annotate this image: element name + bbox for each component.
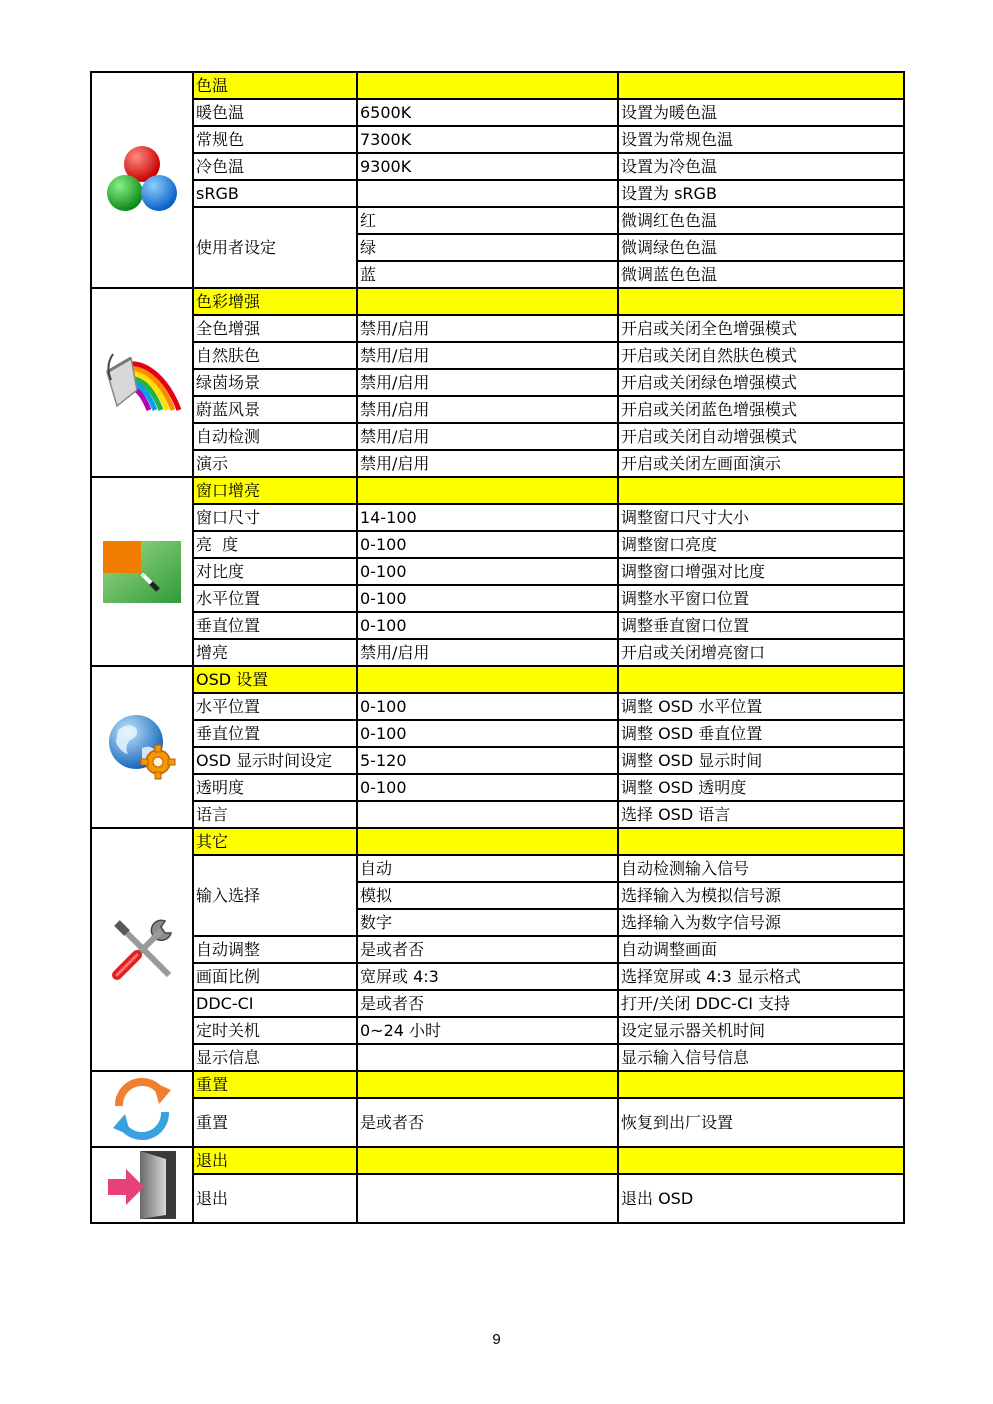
- setting-range: 7300K: [357, 126, 618, 153]
- setting-range: 禁用/启用: [357, 396, 618, 423]
- setting-name: OSD 显示时间设定: [193, 747, 357, 774]
- osd-menu-table: [90, 71, 905, 1224]
- setting-description: 退出 OSD: [618, 1174, 904, 1223]
- setting-range: 0-100: [357, 558, 618, 585]
- setting-name: 增亮: [193, 639, 357, 666]
- setting-range: 模拟: [357, 882, 618, 909]
- setting-description: 选择输入为模拟信号源: [618, 882, 904, 909]
- extra-icon-cell: [91, 828, 193, 1071]
- setting-name: 水平位置: [193, 585, 357, 612]
- section-header-extra: [91, 828, 904, 855]
- section-title: 窗口增亮: [193, 477, 357, 504]
- setting-description: 自动调整画面: [618, 936, 904, 963]
- table-row: [91, 801, 904, 828]
- reset-arrows-icon: [109, 1076, 175, 1142]
- setting-name: sRGB: [193, 180, 357, 207]
- setting-name: 语言: [193, 801, 357, 828]
- setting-range: 是或者否: [357, 990, 618, 1017]
- setting-description: 设置为常规色温: [618, 126, 904, 153]
- table-row: [91, 99, 904, 126]
- table-row: [91, 315, 904, 342]
- table-row: [91, 612, 904, 639]
- setting-description: 调整窗口尺寸大小: [618, 504, 904, 531]
- setting-range: 禁用/启用: [357, 315, 618, 342]
- setting-name: 窗口尺寸: [193, 504, 357, 531]
- section-header-reset: [91, 1071, 904, 1098]
- section-header-color-boost: [91, 288, 904, 315]
- setting-range: 6500K: [357, 99, 618, 126]
- setting-range: 14-100: [357, 504, 618, 531]
- setting-name: 亮 度: [193, 531, 357, 558]
- setting-range: 0-100: [357, 693, 618, 720]
- setting-name: DDC-CI: [193, 990, 357, 1017]
- setting-description: 显示输入信号信息: [618, 1044, 904, 1071]
- setting-range: 禁用/启用: [357, 450, 618, 477]
- table-row: [91, 639, 904, 666]
- setting-range: [357, 180, 618, 207]
- section-title: 色温: [193, 72, 357, 99]
- reset-icon-cell: [91, 1071, 193, 1147]
- setting-name: 垂直位置: [193, 720, 357, 747]
- color-boost-icon-cell: [91, 288, 193, 477]
- section-title: OSD 设置: [193, 666, 357, 693]
- table-row: [91, 153, 904, 180]
- setting-range: 绿: [357, 234, 618, 261]
- setting-name: 演示: [193, 450, 357, 477]
- setting-description: 恢复到出厂设置: [618, 1098, 904, 1147]
- setting-name: 垂直位置: [193, 612, 357, 639]
- setting-range: 是或者否: [357, 936, 618, 963]
- setting-description: 设定显示器关机时间: [618, 1017, 904, 1044]
- page-number: 9: [492, 1331, 501, 1348]
- section-title: 退出: [193, 1147, 357, 1174]
- setting-description: 开启或关闭自动增强模式: [618, 423, 904, 450]
- setting-description: 调整窗口增强对比度: [618, 558, 904, 585]
- setting-name: 暖色温: [193, 99, 357, 126]
- color-temp-icon-cell: [91, 72, 193, 288]
- window-brightness-icon-cell: [91, 477, 193, 666]
- setting-range: 蓝: [357, 261, 618, 288]
- setting-description: 选择宽屏或 4:3 显示格式: [618, 963, 904, 990]
- table-row: [91, 207, 904, 234]
- table-row: [91, 1174, 904, 1223]
- table-row: [91, 990, 904, 1017]
- setting-description: 设置为暖色温: [618, 99, 904, 126]
- setting-name: 对比度: [193, 558, 357, 585]
- tools-icon: [107, 915, 177, 985]
- setting-description: 微调蓝色色温: [618, 261, 904, 288]
- setting-description: 打开/关闭 DDC-CI 支持: [618, 990, 904, 1017]
- section-header-exit: [91, 1147, 904, 1174]
- window-brightness-icon: [102, 540, 182, 604]
- setting-name: 自然肤色: [193, 342, 357, 369]
- setting-description: 调整 OSD 垂直位置: [618, 720, 904, 747]
- setting-description: 开启或关闭全色增强模式: [618, 315, 904, 342]
- section-title: 重置: [193, 1071, 357, 1098]
- table-row: [91, 855, 904, 882]
- section-header-osd-setup: [91, 666, 904, 693]
- section-title: 色彩增强: [193, 288, 357, 315]
- table-row: [91, 1044, 904, 1071]
- table-row: [91, 747, 904, 774]
- table-row: [91, 369, 904, 396]
- table-row: [91, 531, 904, 558]
- setting-range: 0-100: [357, 720, 618, 747]
- setting-name: 透明度: [193, 774, 357, 801]
- exit-icon-cell: [91, 1147, 193, 1223]
- table-row: [91, 558, 904, 585]
- setting-range: 是或者否: [357, 1098, 618, 1147]
- table-row: [91, 720, 904, 747]
- setting-description: 选择 OSD 语言: [618, 801, 904, 828]
- setting-range: 禁用/启用: [357, 369, 618, 396]
- setting-description: 设置为冷色温: [618, 153, 904, 180]
- table-row: [91, 1098, 904, 1147]
- setting-description: 开启或关闭自然肤色模式: [618, 342, 904, 369]
- table-row: [91, 126, 904, 153]
- setting-range: 5-120: [357, 747, 618, 774]
- table-row: [91, 180, 904, 207]
- setting-name: 水平位置: [193, 693, 357, 720]
- globe-gear-icon: [106, 712, 178, 782]
- setting-description: 调整 OSD 显示时间: [618, 747, 904, 774]
- table-row: [91, 693, 904, 720]
- setting-range: [357, 1044, 618, 1071]
- table-row: [91, 504, 904, 531]
- setting-range: 禁用/启用: [357, 342, 618, 369]
- setting-description: 微调绿色色温: [618, 234, 904, 261]
- setting-range: 禁用/启用: [357, 639, 618, 666]
- setting-description: 选择输入为数字信号源: [618, 909, 904, 936]
- table-row: [91, 936, 904, 963]
- setting-description: 开启或关闭左画面演示: [618, 450, 904, 477]
- setting-range: [357, 1174, 618, 1223]
- table-row: [91, 585, 904, 612]
- setting-name: 自动调整: [193, 936, 357, 963]
- color-circles-icon: [102, 144, 182, 216]
- setting-name: 自动检测: [193, 423, 357, 450]
- setting-name: 输入选择: [193, 855, 357, 936]
- section-header-window-brightness: [91, 477, 904, 504]
- table-row: [91, 450, 904, 477]
- setting-name: 定时关机: [193, 1017, 357, 1044]
- setting-description: 设置为 sRGB: [618, 180, 904, 207]
- section-title: 其它: [193, 828, 357, 855]
- setting-name: 全色增强: [193, 315, 357, 342]
- setting-description: 开启或关闭增亮窗口: [618, 639, 904, 666]
- setting-description: 微调红色色温: [618, 207, 904, 234]
- table-row: [91, 774, 904, 801]
- setting-name: 常规色: [193, 126, 357, 153]
- setting-range: 禁用/启用: [357, 423, 618, 450]
- section-header-color-temp: [91, 72, 904, 99]
- setting-range: 红: [357, 207, 618, 234]
- setting-range: 0-100: [357, 612, 618, 639]
- setting-range: 0~24 小时: [357, 1017, 618, 1044]
- setting-name: 使用者设定: [193, 207, 357, 288]
- setting-name: 绿茵场景: [193, 369, 357, 396]
- setting-name: 重置: [193, 1098, 357, 1147]
- table-row: [91, 342, 904, 369]
- setting-name: 冷色温: [193, 153, 357, 180]
- setting-range: 宽屏或 4:3: [357, 963, 618, 990]
- setting-name: 显示信息: [193, 1044, 357, 1071]
- table-row: [91, 423, 904, 450]
- paint-bucket-rainbow-icon: [101, 350, 183, 416]
- setting-description: 调整窗口亮度: [618, 531, 904, 558]
- setting-description: 调整 OSD 水平位置: [618, 693, 904, 720]
- setting-description: 调整垂直窗口位置: [618, 612, 904, 639]
- table-row: [91, 396, 904, 423]
- setting-description: 开启或关闭绿色增强模式: [618, 369, 904, 396]
- setting-range: 9300K: [357, 153, 618, 180]
- osd-setup-icon-cell: [91, 666, 193, 828]
- setting-range: 0-100: [357, 531, 618, 558]
- setting-range: 0-100: [357, 774, 618, 801]
- table-row: [91, 963, 904, 990]
- setting-range: 数字: [357, 909, 618, 936]
- setting-name: 画面比例: [193, 963, 357, 990]
- setting-description: 自动检测输入信号: [618, 855, 904, 882]
- setting-range: 0-100: [357, 585, 618, 612]
- setting-name: 蔚蓝风景: [193, 396, 357, 423]
- setting-range: 自动: [357, 855, 618, 882]
- table-row: [91, 1017, 904, 1044]
- setting-name: 退出: [193, 1174, 357, 1223]
- setting-range: [357, 801, 618, 828]
- setting-description: 开启或关闭蓝色增强模式: [618, 396, 904, 423]
- setting-description: 调整水平窗口位置: [618, 585, 904, 612]
- setting-description: 调整 OSD 透明度: [618, 774, 904, 801]
- exit-door-icon: [104, 1149, 180, 1221]
